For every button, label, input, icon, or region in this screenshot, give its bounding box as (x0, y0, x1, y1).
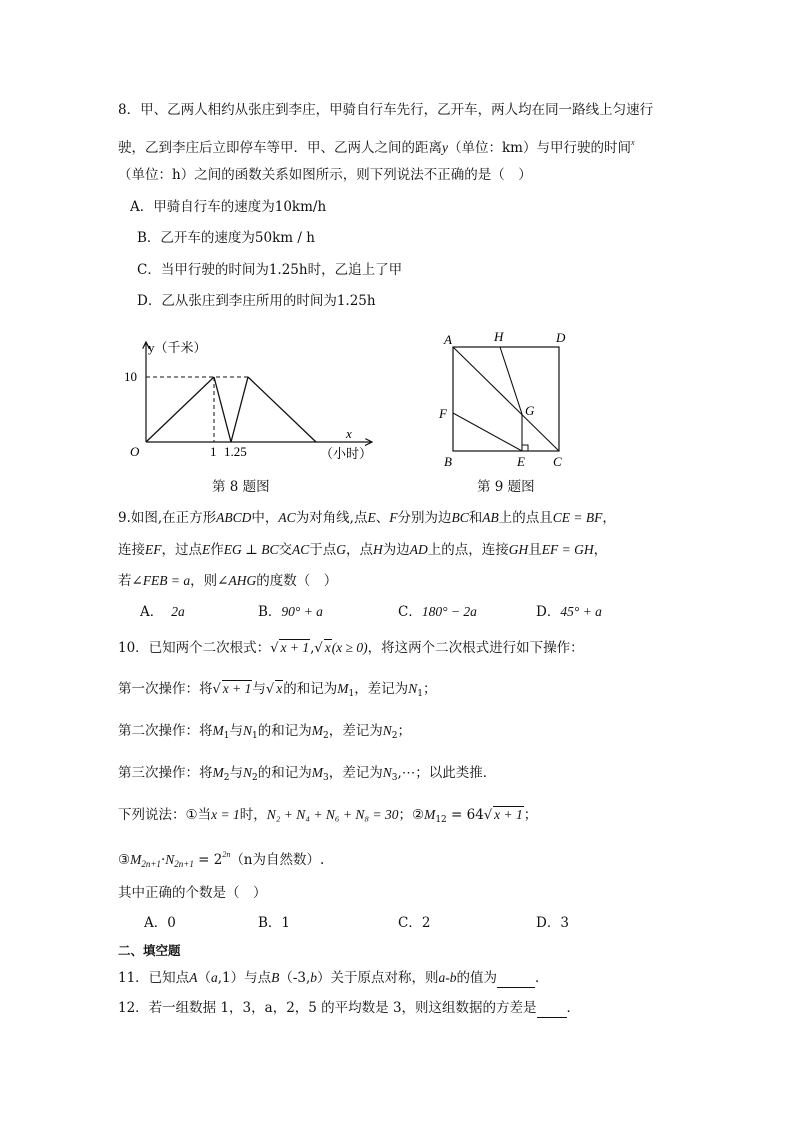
x-axis-label: x (346, 426, 352, 441)
q10-op1: 第一次操作：将√ x + 1与√ x的和记为$M_1$，差记为$N_1$； (118, 681, 437, 699)
q10-op3: 第三次操作：将$M_2$与$N_2$的和记为$M_3$，差记为$N_3,\cdots$；以此类推． (118, 765, 497, 783)
section-fill-in-heading: 二、填空题 (118, 943, 181, 958)
q8-line2: 驶，乙到李庄后立即停车等甲．甲、乙两人之间的距离y（单位：km）与甲行驶的时间$^x$ (118, 138, 635, 156)
label-a: A (444, 332, 452, 347)
right-angle-mark (522, 445, 528, 451)
q10-claims-1-2: 下列说法：①当x = 1时，N₂ + N₄ + N₆ + N₈ = 30；$②M_{12} = 64√$ x + 1； (118, 807, 538, 825)
x-tick-1: 1 (210, 444, 217, 459)
figure-9-caption: 第 9 题图 (477, 479, 535, 495)
label-e: E (517, 454, 525, 469)
q11: 11．已知点A（a,1）与点B（-3,b）关于原点对称，则a-b的值为 ． (118, 970, 549, 986)
label-f: F (439, 406, 447, 421)
q9-line1: 9.如图,在正方形ABCD中，AC为对角线,点E、F分别为边BC和AB上的点且CE = BF， (118, 510, 616, 526)
q10-op2: 第二次操作：将$M_1$与$N_1$的和记为$M_2$，差记为$N_2$； (118, 723, 411, 741)
q10-option-d[interactable]: D．3 (536, 915, 569, 931)
x-axis-unit: （小时） (320, 446, 373, 461)
q12: 12．若一组数据 1，3，a，2，5 的平均数是 3，则这组数据的方差是 ． (118, 1000, 581, 1016)
origin-label: O (130, 444, 140, 459)
q10-option-a[interactable]: A．0 (144, 915, 176, 931)
graph-segment-1 (146, 377, 214, 442)
q9-option-d[interactable]: D．45° + a (536, 604, 602, 620)
q8-option-b[interactable]: B．乙开车的速度为50km / h (137, 230, 315, 246)
graph-segment-3 (231, 377, 248, 442)
graph-segment-4 (248, 377, 316, 442)
q9-line2: 连接EF，过点E作EG ⊥ BC交AC于点G，点H为边AD上的点，连接GH且EF = GH， (118, 542, 608, 558)
diagonal-ac (453, 347, 559, 451)
q8-line1: 8．甲、乙两人相约从张庄到李庄，甲骑自行车先行，乙开车，两人均在同一路线上匀速行 (118, 102, 654, 118)
q10-stem: 10．已知两个二次根式：√ x + 1,√ x(x ≥ 0)，将这两个二次根式进行如下操作： (118, 640, 584, 656)
figure-8-caption: 第 8 题图 (212, 479, 270, 495)
q8-option-c[interactable]: C．当甲行驶的时间为1.25h时，乙追上了甲 (137, 262, 403, 278)
q10-claim-3: $③M_{2n+1}\cdot N_{2n+1} = 2^{2n}(n$为自然数）. (118, 850, 325, 869)
y-axis-label: y（千米） (148, 340, 207, 355)
x-tick-1-25: 1.25 (224, 444, 247, 459)
label-d: D (556, 330, 566, 345)
figure-9-square (430, 325, 580, 475)
q9-line3: 若∠FEB = a，则∠AHG的度数（ ） (118, 573, 338, 589)
label-g: G (525, 403, 535, 418)
q9-option-b[interactable]: B．90° + a (258, 604, 323, 620)
q12-answer-blank[interactable] (537, 999, 567, 1018)
q10-question: 其中正确的个数是（ ） (118, 885, 267, 901)
y-tick-10: 10 (124, 369, 137, 384)
q11-answer-blank[interactable] (497, 969, 535, 988)
figure-8-graph (120, 330, 380, 500)
q9-option-c[interactable]: C．180° − 2a (398, 604, 477, 620)
graph-segment-2 (214, 377, 231, 442)
q8-line3: （单位：h）之间的函数关系如图所示，则下列说法不正确的是（ ） (118, 167, 532, 183)
label-h: H (494, 329, 504, 344)
segment-ef (453, 413, 522, 451)
q10-option-b[interactable]: B．1 (258, 915, 291, 931)
label-c: C (553, 454, 562, 469)
label-b: B (444, 454, 452, 469)
q8-option-d[interactable]: D．乙从张庄到李庄所用的时间为1.25h (137, 293, 376, 309)
q8-option-a[interactable]: A．甲骑自行车的速度为10km/h (130, 199, 327, 215)
q9-option-a[interactable]: A． 2a (140, 604, 185, 620)
q10-option-c[interactable]: C．2 (398, 915, 431, 931)
